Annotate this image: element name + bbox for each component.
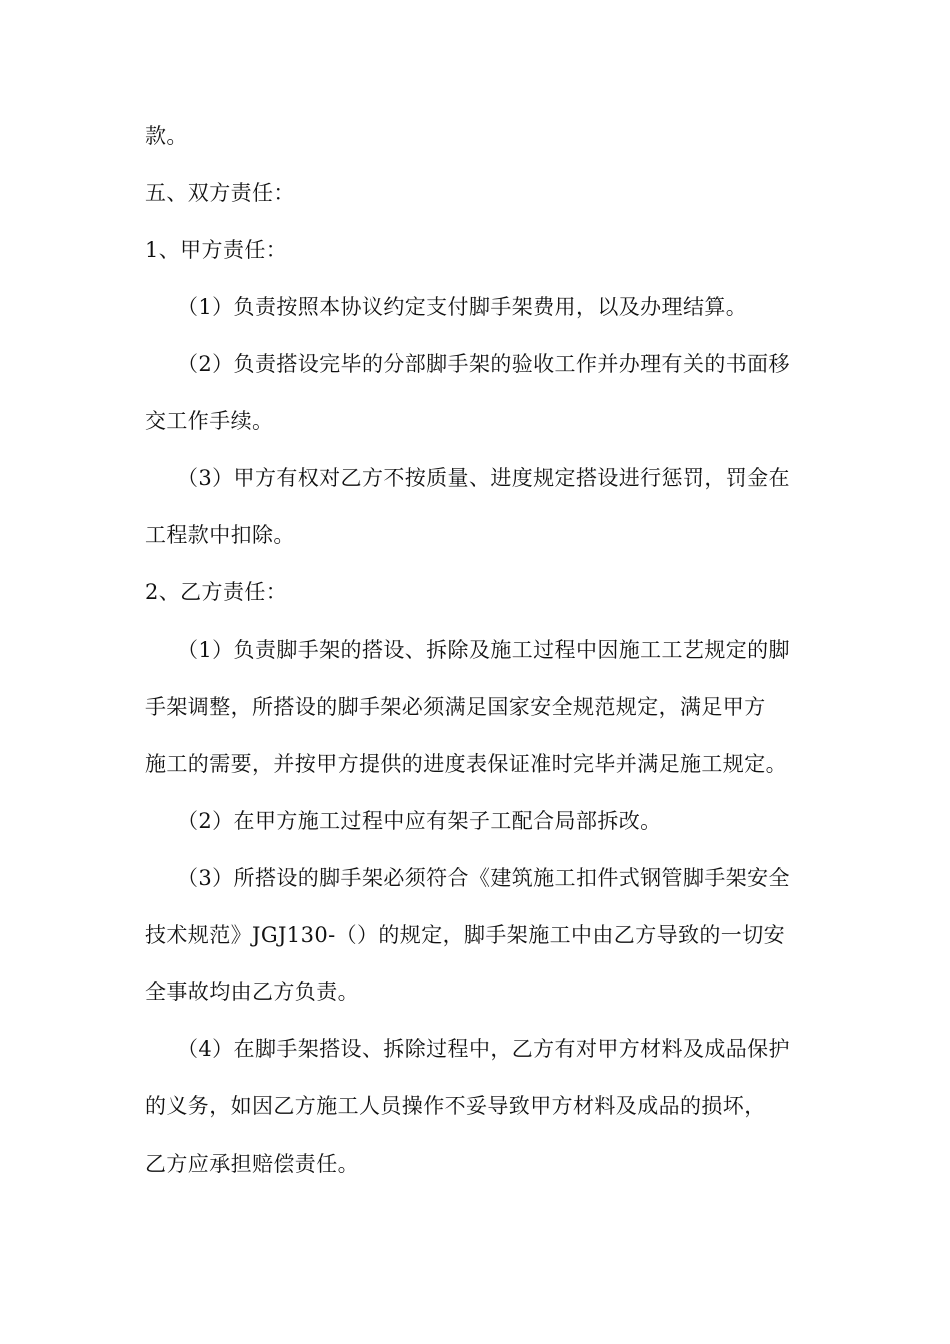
clause-line: （2）负责搭设完毕的分部脚手架的验收工作并办理有关的书面移 [177, 352, 790, 376]
section-heading: 五、双方责任： [145, 181, 295, 205]
text-line: 工程款中扣除。 [145, 523, 295, 547]
text-line: 手架调整，所搭设的脚手架必须满足国家安全规范规定，满足甲方 [145, 695, 766, 719]
clause-line: （3）甲方有权对乙方不按质量、进度规定搭设进行惩罚，罚金在 [177, 466, 790, 490]
text-line: 全事故均由乙方负责。 [145, 980, 359, 1004]
clause-line: （4）在脚手架搭设、拆除过程中，乙方有对甲方材料及成品保护 [177, 1037, 790, 1061]
text-line: 施工的需要，并按甲方提供的进度表保证准时完毕并满足施工规定。 [145, 752, 787, 776]
subsection-heading: 2、乙方责任： [145, 580, 288, 604]
clause-line: （1）负责脚手架的搭设、拆除及施工过程中因施工工艺规定的脚 [177, 638, 790, 662]
clause-line: （3）所搭设的脚手架必须符合《建筑施工扣件式钢管脚手架安全 [177, 866, 790, 890]
text-line: 的义务，如因乙方施工人员操作不妥导致甲方材料及成品的损坏， [145, 1094, 766, 1118]
text-line: 技术规范》JGJ130-（）的规定，脚手架施工中由乙方导致的一切安 [145, 923, 785, 947]
subsection-heading: 1、甲方责任： [145, 238, 288, 262]
text-line: 交工作手续。 [145, 409, 274, 433]
clause-line: （1）负责按照本协议约定支付脚手架费用，以及办理结算。 [177, 295, 748, 319]
text-line: 乙方应承担赔偿责任。 [145, 1152, 359, 1176]
clause-line: （2）在甲方施工过程中应有架子工配合局部拆改。 [177, 809, 662, 833]
text-line: 款。 [145, 124, 188, 148]
